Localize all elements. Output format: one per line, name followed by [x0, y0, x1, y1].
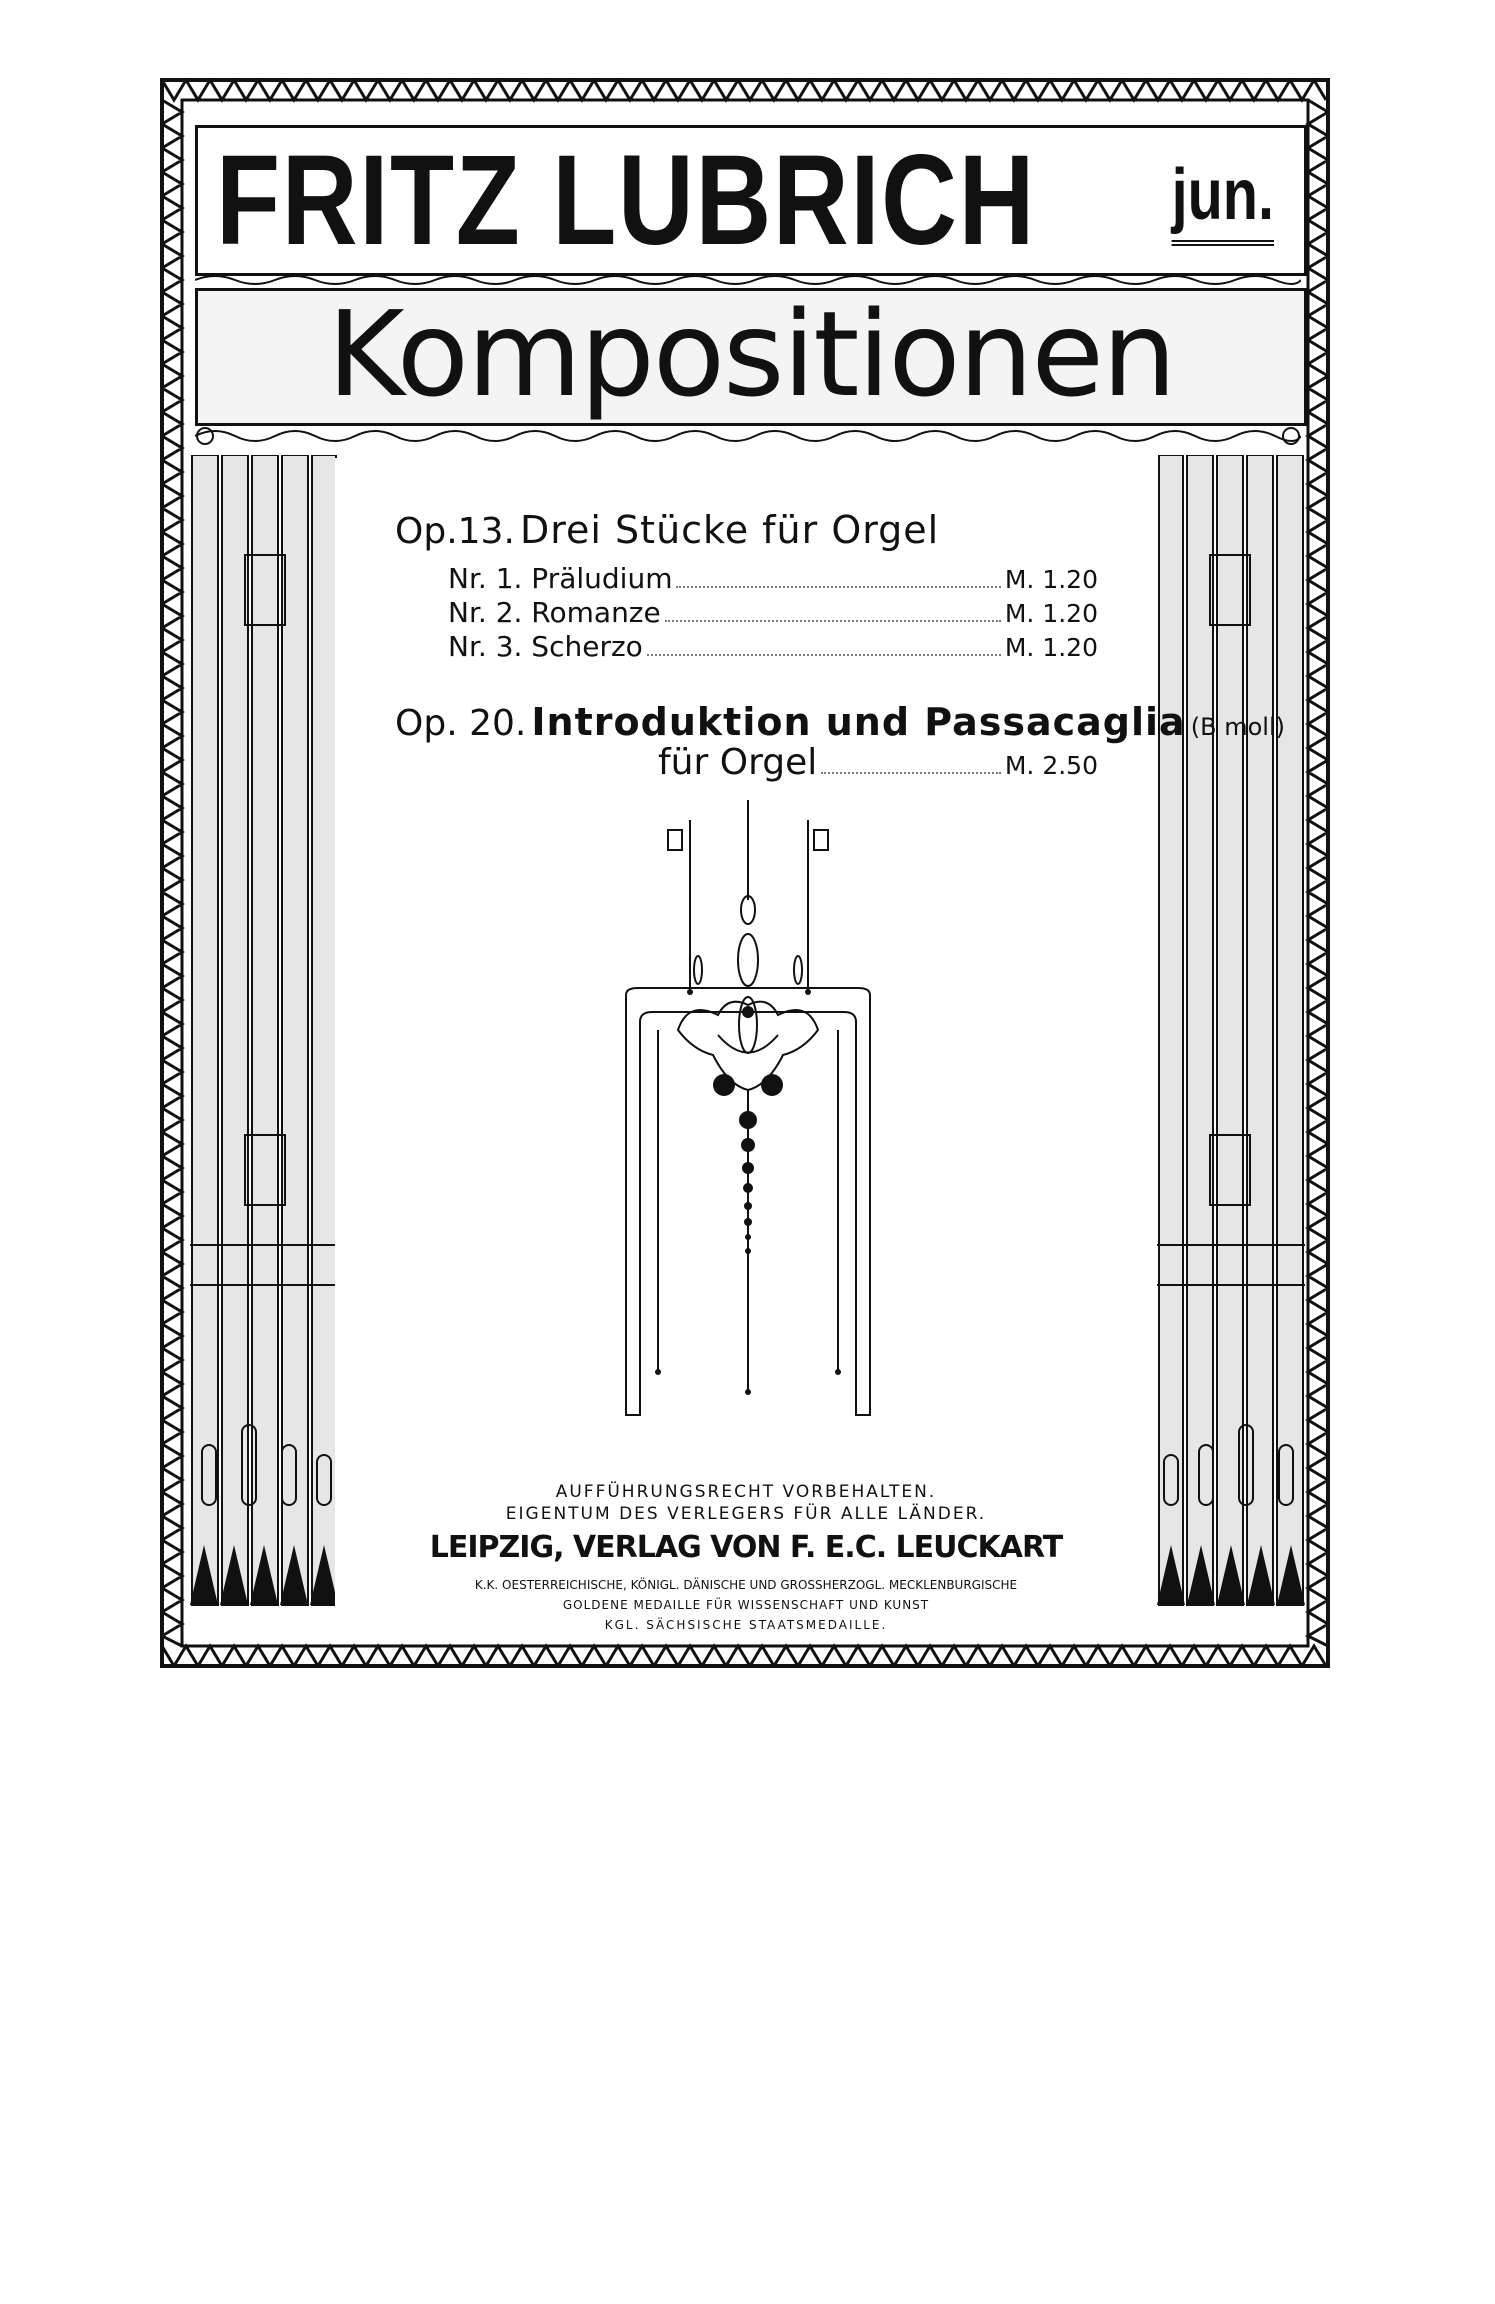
work-heading-op13	[395, 508, 939, 552]
list-item	[658, 742, 1098, 782]
collection-title: Kompositionen	[327, 288, 1175, 423]
lamp-ornament	[618, 800, 878, 1425]
opus-number: Op.13.	[395, 511, 515, 552]
award-line-3: KGL. SÄCHSISCHE STAATSMEDAILLE.	[604, 1618, 888, 1632]
item-label: Nr. 1. Präludium	[448, 562, 673, 595]
leader-dots	[676, 586, 1000, 588]
organ-pipes-right	[1155, 455, 1305, 1655]
award-line-2: GOLDENE MEDAILLE FÜR WISSENSCHAFT UND KUNST	[562, 1598, 930, 1612]
list-item	[448, 630, 1098, 670]
publisher-line: LEIPZIG, VERLAG VON F. E.C. LEUCKART	[429, 1530, 1063, 1565]
leader-dots	[647, 654, 1001, 656]
title-band	[195, 288, 1307, 426]
item-price: M. 1.20	[1004, 633, 1098, 662]
organ-pipes-left	[190, 455, 340, 1655]
leader-dots	[821, 772, 1001, 774]
item-price: M. 1.20	[1004, 565, 1098, 594]
award-line-1: K.K. OESTERREICHISCHE, KÖNIGL. DÄNISCHE UND GROSSHERZOGL. MECKLENBURGISCHE	[474, 1578, 1018, 1592]
work-title: Drei Stücke für Orgel	[519, 508, 940, 552]
item-price: M. 2.50	[1004, 751, 1098, 780]
wave-divider-top	[195, 272, 1301, 288]
item-label: Nr. 3. Scherzo	[448, 630, 643, 663]
composer-name: FRITZ LUBRICH	[216, 129, 1037, 272]
work-title: Introduktion und Passacaglia	[531, 700, 1186, 744]
wave-divider-bottom	[195, 422, 1301, 450]
rights-notice: AUFFÜHRUNGSRECHT VORBEHALTEN.	[555, 1482, 937, 1502]
opus-number: Op. 20.	[395, 703, 527, 744]
item-label: Nr. 2. Romanze	[448, 596, 661, 629]
composer-banner	[195, 125, 1307, 276]
ownership-notice: EIGENTUM DES VERLEGERS FÜR ALLE LÄNDER.	[505, 1504, 987, 1524]
composer-suffix: jun.	[1172, 150, 1274, 246]
work-heading-op20	[395, 700, 1285, 744]
item-label: für Orgel	[658, 742, 818, 783]
item-price: M. 1.20	[1004, 599, 1098, 628]
work-key: (B moll)	[1190, 713, 1285, 741]
leader-dots	[665, 620, 1001, 622]
